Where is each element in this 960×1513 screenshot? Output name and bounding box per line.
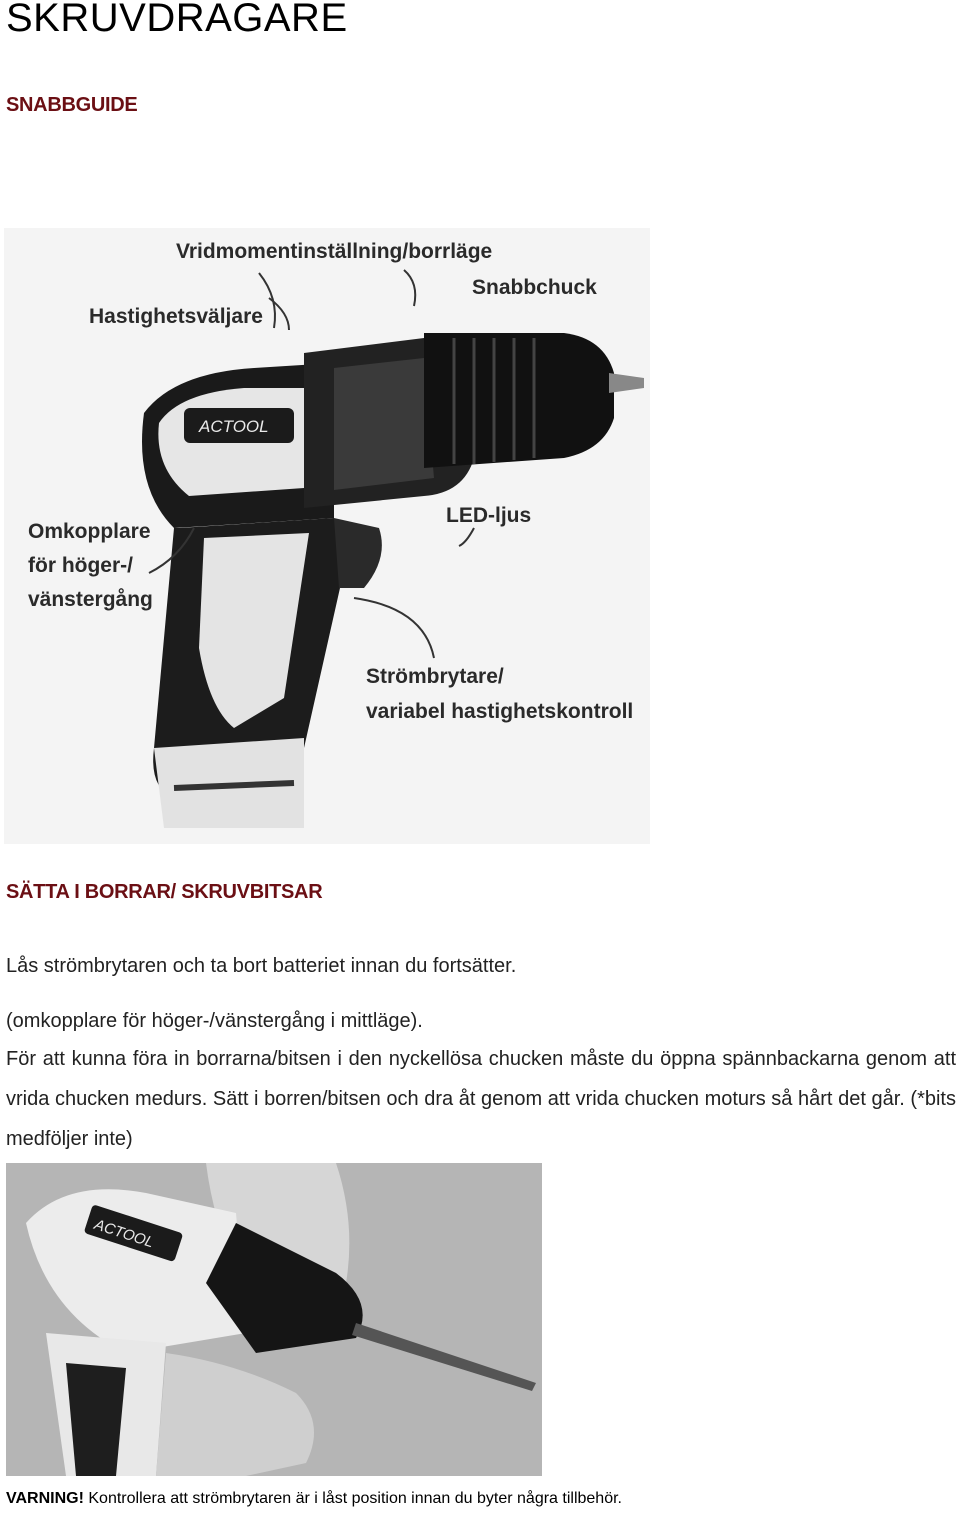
document-title: SKRUVDRAGARE	[6, 0, 348, 40]
callout-direction-1: Omkopplare	[28, 520, 151, 543]
instruction-chuck: För att kunna föra in borrarna/bitsen i den nyckellösa chucken måste du öppna spännbackarna genom att vrida chucken medurs. Sätt i borren/bitsen och dra åt genom att vrida chucken moturs så hårt det går. (*bits medföljer inte)	[6, 1048, 956, 1150]
photo-brand-text: ACTOOL	[92, 1216, 156, 1252]
instruction-lock-switch: Lås strömbrytaren och ta bort batteriet innan du fortsätter.	[6, 955, 517, 977]
callout-switch-1: Strömbrytare/	[366, 665, 504, 688]
callout-direction-2: för höger-/	[28, 554, 133, 577]
callout-chuck: Snabbchuck	[472, 276, 597, 299]
warning-label: VARNING!	[6, 1490, 84, 1507]
callout-speed: Hastighetsväljare	[89, 305, 263, 328]
chuck-photo-image	[6, 1163, 542, 1476]
section-heading-inserting-bits: SÄTTA I BORRAR/ SKRUVBITSAR	[6, 881, 323, 903]
warning-text: Kontrollera att strömbrytaren är i låst position innan du byter några tillbehör.	[88, 1490, 622, 1507]
callout-direction-3: vänstergång	[28, 588, 153, 611]
drill-diagram-image	[4, 228, 650, 844]
section-heading-quickguide: SNABBGUIDE	[6, 94, 138, 116]
brand-text: ACTOOL	[199, 417, 269, 436]
callout-torque: Vridmomentinställning/borrläge	[176, 240, 493, 263]
callout-switch-2: variabel hastighetskontroll	[366, 700, 634, 723]
instruction-direction-switch: (omkopplare för höger-/vänstergång i mittläge).	[6, 1010, 423, 1032]
callout-led: LED-ljus	[446, 504, 532, 527]
warning-notice	[6, 1490, 622, 1508]
